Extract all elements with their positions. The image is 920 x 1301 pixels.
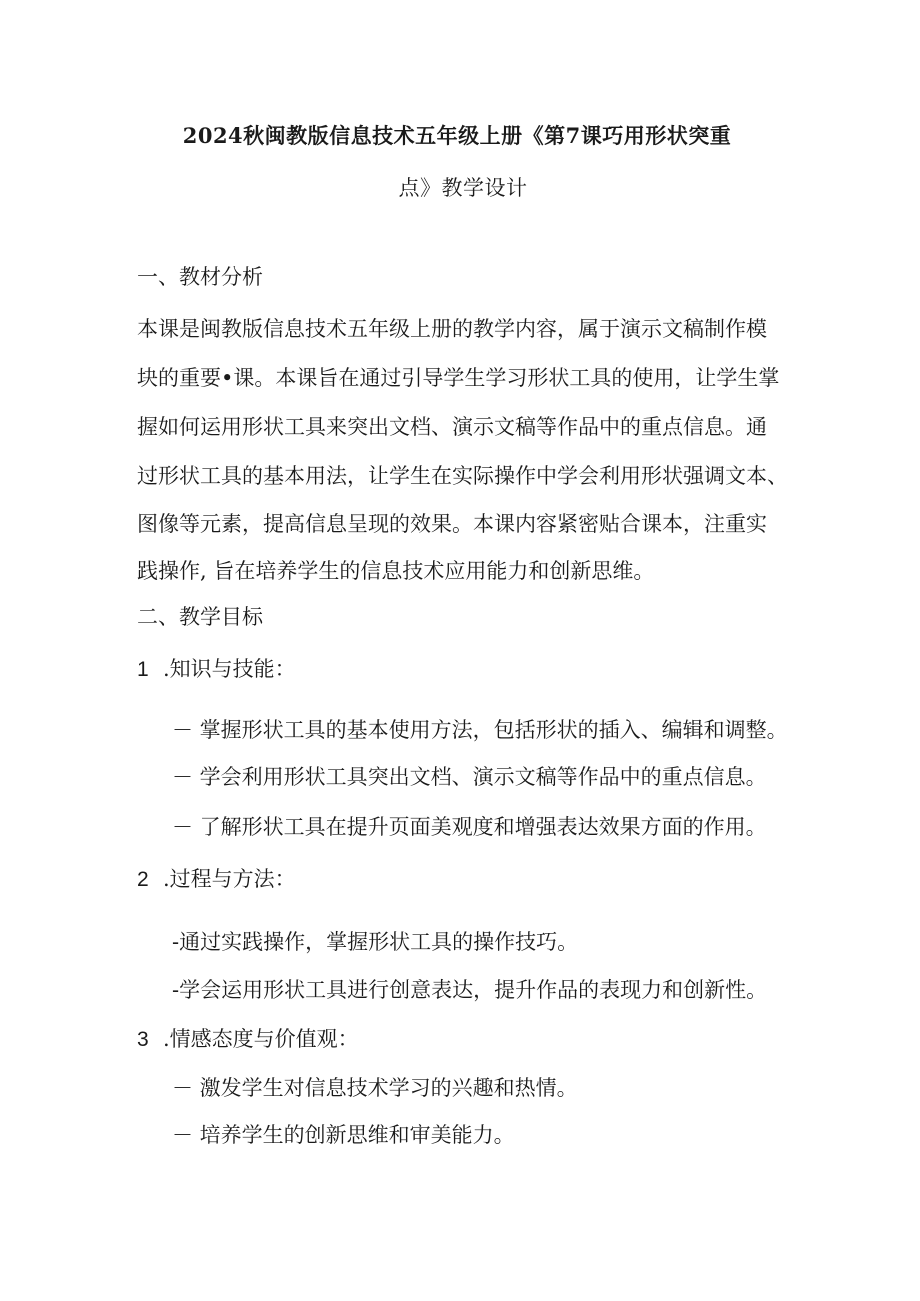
section-heading-materials: 一、教材分析	[137, 265, 263, 289]
goal-heading-attitude	[137, 1025, 359, 1054]
list-item: -学会运用形状工具进行创意表达，提升作品的表现力和创新性。	[172, 978, 768, 1002]
paragraph-line: 践操作, 旨在培养学生的信息技术应用能力和创新思维。	[137, 559, 655, 583]
goal-label: .情感态度与价值观：	[163, 1027, 359, 1051]
list-item: － 了解形状工具在提升页面美观度和增强表达效果方面的作用。	[172, 815, 767, 839]
paragraph-line: 图像等元素，提高信息呈现的效果。本课内容紧密贴合课本，注重实	[137, 512, 767, 536]
paragraph-line: 过形状工具的基本用法，让学生在实际操作中学会利用形状强调文本、	[137, 464, 788, 488]
list-item: － 激发学生对信息技术学习的兴趣和热情。	[172, 1076, 578, 1100]
list-item: -通过实践操作，掌握形状工具的操作技巧。	[172, 930, 579, 954]
goal-heading-knowledge	[137, 655, 296, 684]
goal-label: .过程与方法：	[163, 867, 296, 891]
goal-heading-process	[137, 865, 296, 894]
paragraph-line: 本课是闽教版信息技术五年级上册的教学内容，属于演示文稿制作模	[137, 317, 767, 341]
document-title-line-2: 点》教学设计	[398, 176, 528, 200]
goal-number: 2	[137, 868, 149, 891]
list-item: － 学会利用形状工具突出文档、演示文稿等作品中的重点信息。	[172, 765, 767, 789]
paragraph-line: 握如何运用形状工具来突出文档、演示文稿等作品中的重点信息。通	[137, 415, 767, 439]
section-heading-goals: 二、教学目标	[137, 605, 263, 629]
list-item: － 培养学生的创新思维和审美能力。	[172, 1123, 515, 1147]
paragraph-line: 块的重要•课。本课旨在通过引导学生学习形状工具的使用，让学生掌	[137, 366, 780, 390]
document-title-line-1: 2024秋闽教版信息技术五年级上册《第7课巧用形状突重	[182, 123, 732, 148]
goal-number: 3	[137, 1028, 149, 1051]
goal-number: 1	[137, 658, 149, 681]
list-item: － 掌握形状工具的基本使用方法，包括形状的插入、编辑和调整。	[172, 718, 788, 742]
goal-label: .知识与技能：	[163, 657, 296, 681]
